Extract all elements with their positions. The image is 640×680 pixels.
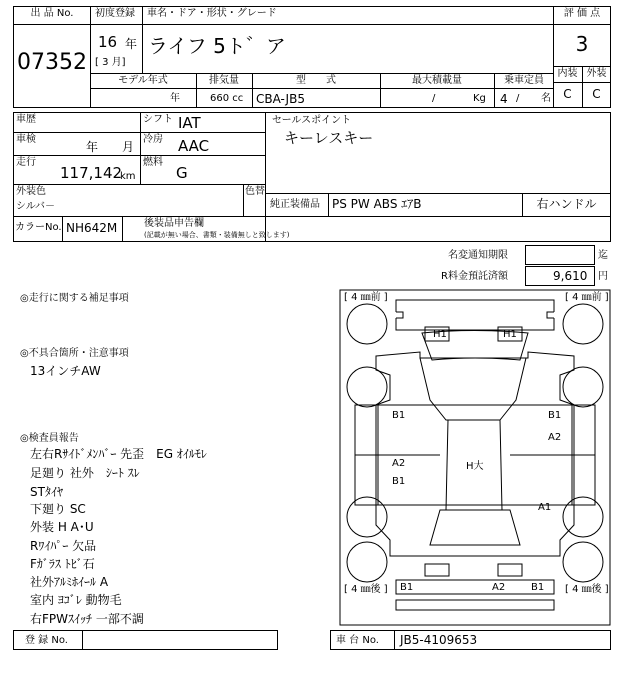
recycle-unit: 円 [598,271,608,282]
inspector-line: 右FPWｽｲｯﾁ 一部不調 [30,612,144,626]
mileage-unit: km [120,171,136,182]
inspector-line: 社外ｱﾙﾐﾎｲｰﾙ A [30,575,109,589]
fuel-value: G [176,164,188,182]
capacity-unit: 名 [541,93,551,104]
lot-label: 出 品 No. [30,8,74,19]
name-change-label: 名変通知期限 [448,250,508,261]
chassis-label: 車 台 No. [336,635,379,646]
max-load-value: / [432,93,436,104]
mark-b1-left-front: B1 [392,410,406,421]
model-year-label: モデル年式 [118,75,168,86]
aftermarket-note: (記載が無い場合、書類・装備無しと致します) [144,231,290,239]
first-reg-year: 16 [98,33,118,51]
defect-line: 13インチAW [30,364,101,378]
inspector-label: ◎検査員報告 [20,433,79,444]
mileage-label: 走行 [16,157,36,168]
ac-label: 冷房 [143,134,163,145]
name-change-unit: 迄 [598,250,608,261]
fuel-label: 燃料 [143,157,163,168]
model-year-unit: 年 [170,93,180,104]
mark-h1-left: H1 [433,329,447,340]
inspector-line: 下廻り SC [30,502,86,516]
color-no-value: NH642M [66,221,118,235]
max-load-label: 最大積載量 [412,75,462,86]
mileage-value: 117,142 [60,164,123,182]
mark-a2-rear: A2 [492,582,506,593]
history-label: 車歴 [16,114,36,125]
interior-label: 内装 [557,68,578,79]
car-name: ライフ 5ト゛ア [148,34,286,58]
lot-number: 07352 [17,50,87,75]
inspection-label: 車検 [16,134,36,145]
capacity-value: 4 [500,92,508,106]
first-reg-month: [ 3 月] [95,57,126,68]
mark-a2-right-front: A2 [548,432,562,443]
interior-score: C [563,87,572,101]
inspection-year: 年 [86,140,99,154]
exterior-color-label: 外装色 [16,186,46,197]
mark-b1-right-front: B1 [548,410,562,421]
mark-b1-left-mid: B1 [392,476,406,487]
chassis-number: JB5-4109653 [400,633,478,647]
exterior-label: 外装 [586,68,607,79]
year-unit: 年 [125,37,138,51]
mark-a2-left: A2 [392,458,406,469]
inspector-line: 足廻り 社外 ｼｰﾄ ｽﾚ [30,466,140,480]
car-name-label: 車名・ドア・形状・グレード [147,8,277,19]
recycle-label: R料金預託済額 [441,271,508,282]
exterior-color-value: シルバ－ [16,201,56,212]
recycle-value: 9,610 [553,269,588,283]
tire-front-left: [ 4 ㎜前 ] [344,292,388,303]
sales-point-value: キーレスキー [284,129,374,147]
displacement-value: 660 cc [210,93,244,104]
first-reg-label: 初度登録 [95,8,135,19]
driving-remarks-label: ◎走行に関する補足事項 [20,293,129,304]
exterior-score: C [592,87,601,101]
score-label: 評 価 点 [563,8,601,19]
capacity-sep: / [516,93,520,104]
type-value: CBA-JB5 [256,92,305,106]
max-load-unit: Kg [473,93,486,104]
equipment-value: PS PW ABS ｴｱB [332,197,422,211]
inspector-line: Rﾜｲﾊﾟｰ 欠品 [30,539,97,553]
displacement-label: 排気量 [209,75,239,86]
inspection-month: 月 [122,140,135,154]
reg-no-label: 登 録 No. [25,635,68,646]
color-change-label: 色替 [245,186,265,197]
score-value: 3 [575,32,589,56]
tire-front-right: [ 4 ㎜前 ] [565,292,609,303]
handle-value: 右ハンドル [536,197,597,211]
inspector-line: 左右Rｻｲﾄﾞﾒﾝﾊﾞｰ 先歪 EG ｵｲﾙﾓﾚ [30,447,207,461]
aftermarket-label: 後装品申告欄 [144,218,204,229]
mark-roof: H大 [466,461,484,472]
tire-rear-left: [ 4 ㎜後 ] [344,584,388,595]
inspector-line: 外装 H A･U [30,520,94,534]
shift-label: シフト [143,114,173,125]
type-label: 型 式 [296,75,336,86]
capacity-label: 乗車定員 [504,75,544,86]
tire-rear-right: [ 4 ㎜後 ] [565,584,609,595]
inspector-line: 室内 ﾖｺﾞﾚ 動物毛 [30,593,122,607]
inspector-line: STﾀｲﾔ [30,485,63,499]
defects-label: ◎不具合箇所・注意事項 [20,348,129,359]
shift-value: IAT [178,114,201,132]
mark-a1-right: A1 [538,502,552,513]
mark-b1-rear-left: B1 [400,582,414,593]
mark-h1-right: H1 [503,329,517,340]
inspector-line: Fｶﾞﾗｽ ﾄﾋﾞ石 [30,557,95,571]
color-no-label: カラーNo. [15,222,62,233]
mark-b1-rear-right: B1 [531,582,545,593]
equipment-label: 純正装備品 [270,199,320,210]
sales-point-label: セールスポイント [272,115,352,126]
ac-value: AAC [178,137,210,155]
